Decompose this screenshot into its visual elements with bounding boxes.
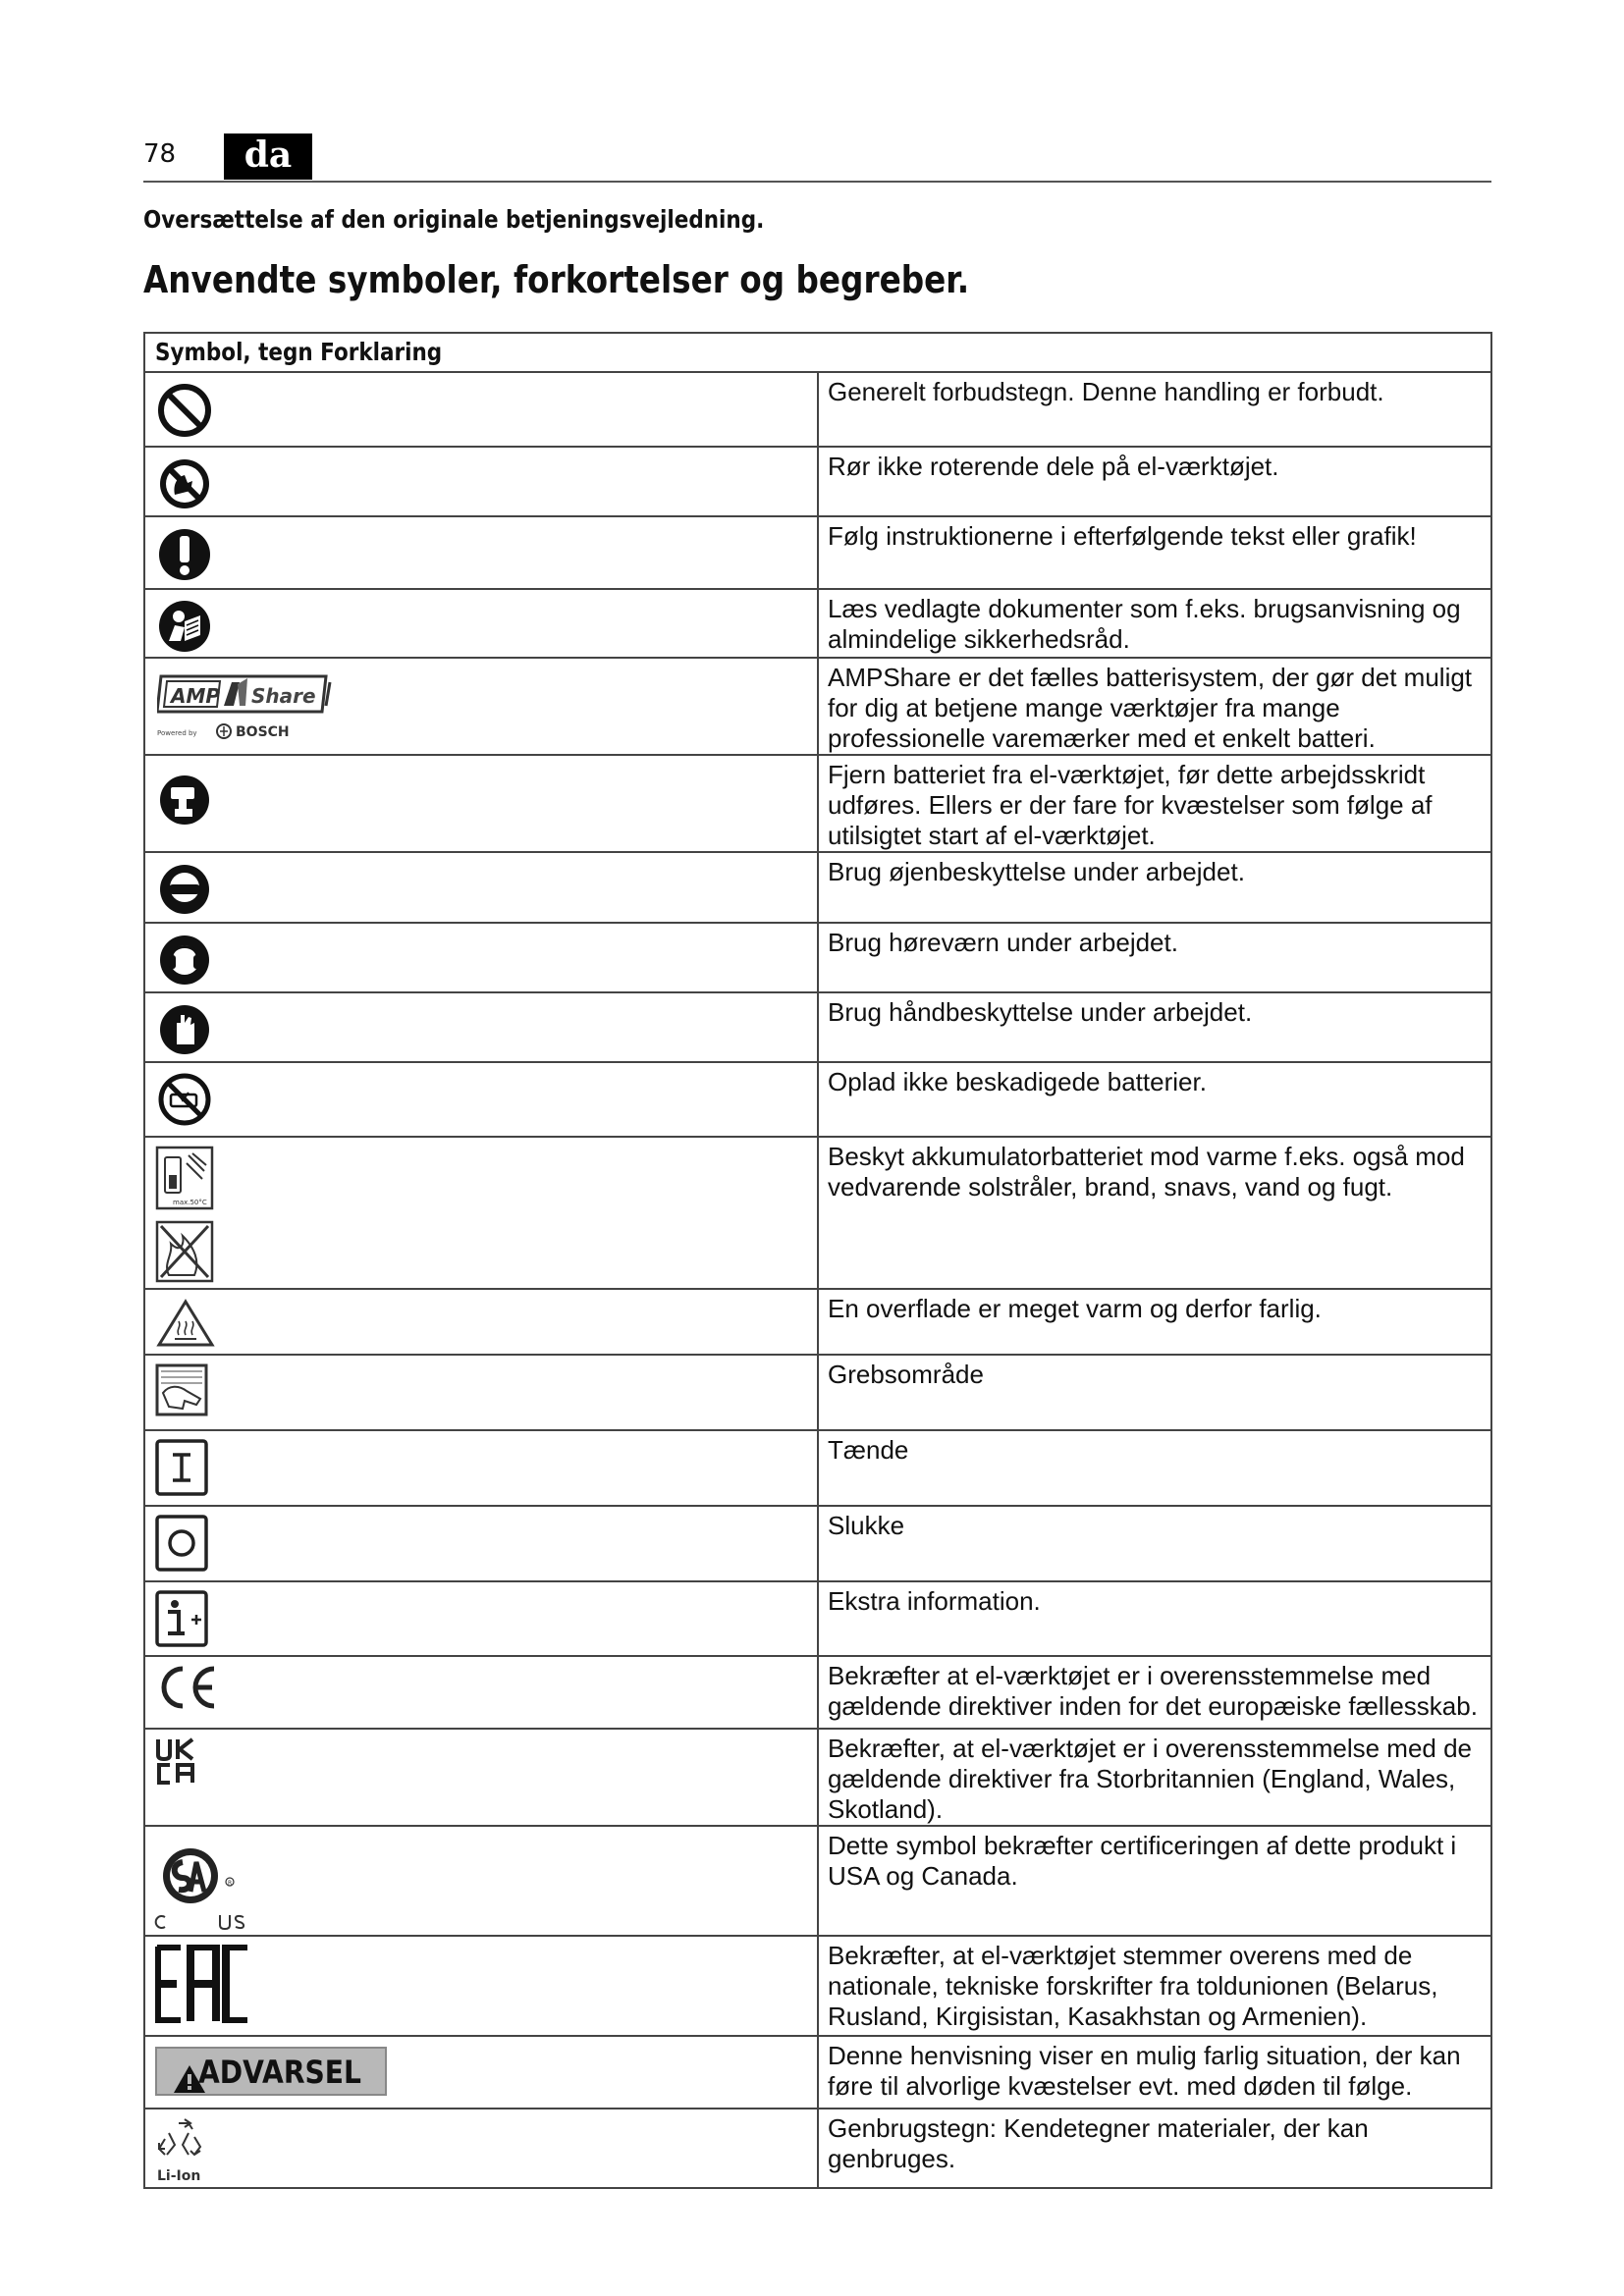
prohibition-icon [155,381,214,440]
row-text: Fjern batteriet fra el-værktøjet, før dette arbejdsskridt udføres. Ellers er der fare for kvæstelser som følge af utilsigtet start af el-værktøjet. [818,755,1491,852]
table-row [144,1826,1491,1936]
battery-heat-protection-icon [155,1146,218,1285]
row-text: Oplad ikke beskadigede batterier. [818,1062,1491,1137]
ampshare-logo-icon [157,667,339,747]
hand-protection-icon [155,1001,214,1058]
row-text: Genbrugstegn: Kendetegner materialer, der kan genbruges. [818,2109,1491,2188]
table-row [144,589,1491,658]
power-on-icon [155,1439,210,1496]
ukca-mark-icon [155,1737,198,1787]
read-manual-icon [155,598,214,655]
row-text: Ekstra information. [818,1581,1491,1656]
row-text: Bekræfter at el-værktøjet er i overensstemmelse med gældende direktiver inden for det europæiske fællesskab. [818,1656,1491,1729]
table-row [144,992,1491,1062]
ce-mark-icon [155,1663,218,1712]
row-text: Bekræfter, at el-værktøjet stemmer overens med de nationale, tekniske forskrifter fra toldunionen (Belarus, Rusland, Kirgisistan, Kasakhstan og Armenien). [818,1936,1491,2036]
table-row [144,923,1491,992]
table-row [144,447,1491,516]
table-row [144,2036,1491,2109]
row-text: AMPShare er det fælles batterisystem, der gør det muligt for dig at betjene mange værktøjer fra mange professionelle varemærker med et enkelt batteri. [818,658,1491,755]
table-row [144,372,1491,447]
document-subtitle: Oversættelse af den originale betjeningsvejledning. [143,205,765,234]
table-row [144,1430,1491,1506]
row-text: Brug øjenbeskyttelse under arbejdet. [818,852,1491,923]
table-row [144,2109,1491,2188]
row-text: Rør ikke roterende dele på el-værktøjet. [818,447,1491,516]
table-row [144,852,1491,923]
warning-label-text: ADVARSEL [198,2054,361,2091]
row-text: Bekræfter, at el-værktøjet er i overensstemmelse med de gældende direktiver fra Storbritannien (England, Wales, Skotland). [818,1729,1491,1826]
recycling-li-ion-icon [155,2115,214,2186]
table-row [144,1062,1491,1137]
no-touch-rotating-parts-icon [155,455,214,512]
row-text: Generelt forbudstegn. Denne handling er forbudt. [818,372,1491,447]
language-tab: da [224,133,312,180]
warning-label-icon [155,2047,387,2096]
row-text: Grebsområde [818,1355,1491,1430]
page-title: Anvendte symboler, forkortelser og begreber. [143,258,970,301]
table-header: Symbol, tegn Forklaring [155,338,443,366]
table-row [144,658,1491,755]
ampshare-brand-text: BOSCH [236,724,290,740]
ampshare-powered-text: Powered by [157,729,197,737]
table-row [144,1506,1491,1581]
temp-label: max.50°C [173,1199,207,1206]
hot-surface-icon [155,1298,216,1349]
table-row [144,1289,1491,1355]
row-text: Denne henvisning viser en mulig farlig situation, der kan føre til alvorlige kvæstelser evt. med døden til følge. [818,2036,1491,2109]
table-row [144,1355,1491,1430]
no-charging-damaged-battery-icon [155,1071,214,1128]
power-off-icon [155,1515,210,1572]
row-text: Brug høreværn under arbejdet. [818,923,1491,992]
row-text: En overflade er meget varm og derfor farlig. [818,1289,1491,1355]
table-row [144,516,1491,589]
row-text: Brug håndbeskyttelse under arbejdet. [818,992,1491,1062]
table-row [144,1936,1491,2036]
row-text: Læs vedlagte dokumenter som f.eks. brugsanvisning og almindelige sikkerhedsråd. [818,589,1491,658]
eye-protection-icon [155,861,214,918]
table-row [144,1656,1491,1729]
row-text: Slukke [818,1506,1491,1581]
grip-area-icon [155,1363,210,1418]
hearing-protection-icon [155,932,214,988]
row-text: Følg instruktionerne i efterfølgende tekst eller grafik! [818,516,1491,589]
csa-mark-icon [153,1835,271,1933]
li-ion-label: Li-Ion [157,2168,201,2184]
exclamation-icon [155,525,214,584]
svg-text:R: R [228,1880,233,1887]
table-row [144,755,1491,852]
table-row [144,1137,1491,1289]
symbols-table [143,332,1492,2189]
eac-mark-icon [155,1945,249,2023]
row-text: Beskyt akkumulatorbatteriet mod varme f.eks. også mod vedvarende solstråler, brand, snavs, vand og fugt. [818,1137,1491,1289]
table-header-row [144,333,1491,372]
row-text: Dette symbol bekræfter certificeringen af dette produkt i USA og Canada. [818,1826,1491,1936]
remove-battery-icon [155,772,214,828]
page-number: 78 [143,139,177,169]
row-text: Tænde [818,1430,1491,1506]
table-row [144,1581,1491,1656]
ampshare-share-text: Share [251,684,316,708]
table-row [144,1729,1491,1826]
ampshare-amp-text: AMP [171,684,221,708]
page-header [143,132,1491,183]
extra-info-icon [155,1590,210,1647]
